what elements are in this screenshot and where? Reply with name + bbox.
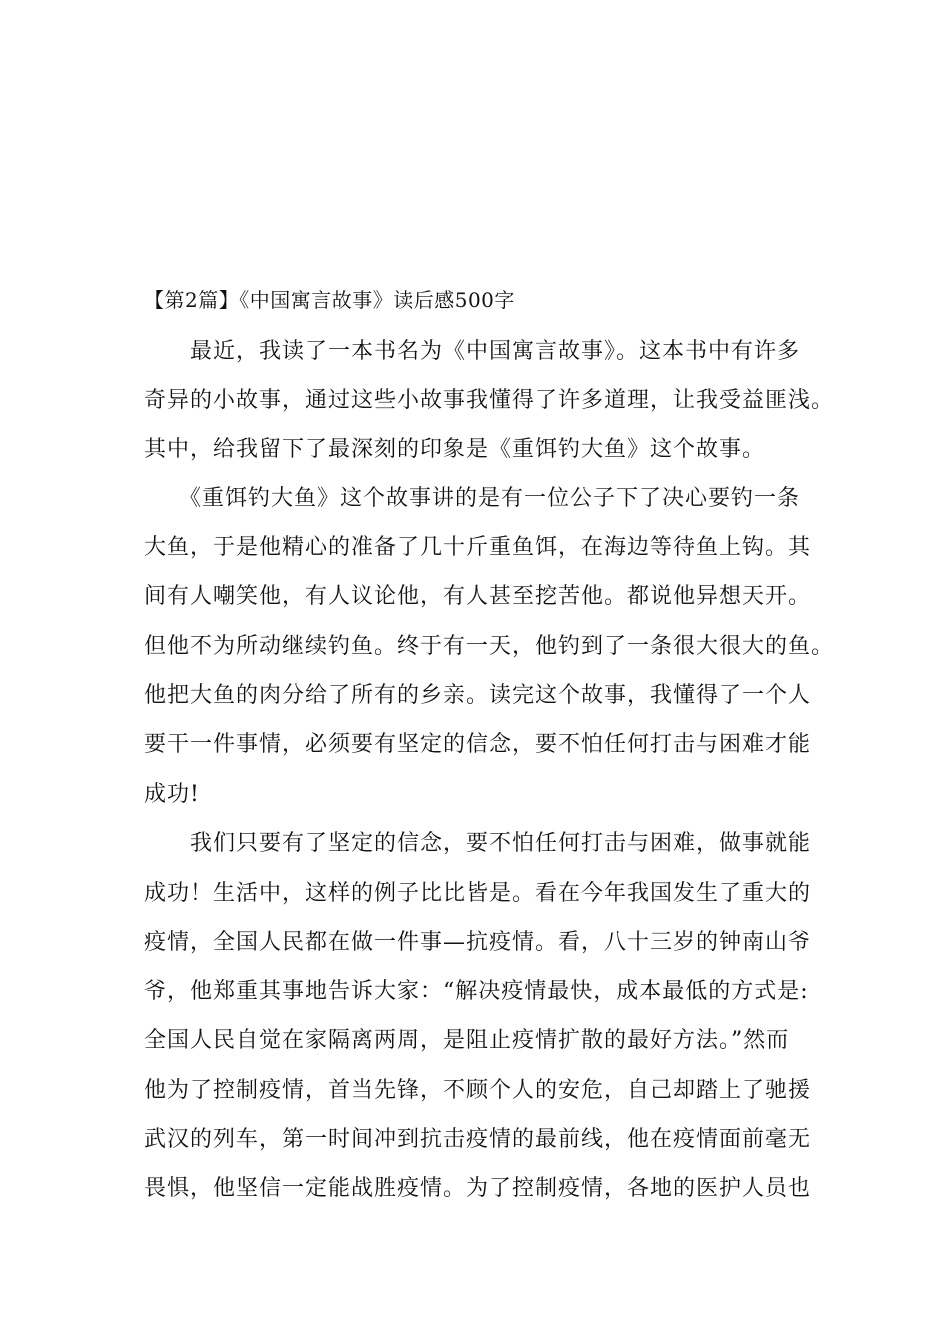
text-line: 全国人民自觉在家隔离两周，是阻止疫情扩散的最好方法。”然而	[144, 1028, 790, 1053]
text-line: 武汉的列车，第一时间冲到抗击疫情的最前线，他在疫情面前毫无	[144, 1127, 812, 1152]
document-title: 【第2篇】《中国寓言故事》读后感500字	[144, 288, 515, 312]
text-line: 要干一件事情，必须要有坚定的信念，要不怕任何打击与困难才能	[144, 732, 812, 757]
text-line: 疫情，全国人民都在做一件事—抗疫情。看，八十三岁的钟南山爷	[144, 930, 812, 955]
text-line: 但他不为所动继续钓鱼。终于有一天，他钓到了一条很大很大的鱼。	[144, 634, 835, 659]
text-line: 间有人嘲笑他，有人议论他，有人甚至挖苦他。都说他异想天开。	[144, 584, 812, 609]
text-line: 他把大鱼的肉分给了所有的乡亲。读完这个故事，我懂得了一个人	[144, 683, 812, 708]
text-line: 其中，给我留下了最深刻的印象是《重饵钓大鱼》这个故事。	[144, 437, 766, 462]
text-line: 畏惧，他坚信一定能战胜疫情。为了控制疫情，各地的医护人员也	[144, 1176, 812, 1201]
text-line: 爷，他郑重其事地告诉大家：“解决疫情最快，成本最低的方式是:	[144, 979, 809, 1004]
text-line: 成功！生活中，这样的例子比比皆是。看在今年我国发生了重大的	[144, 881, 812, 906]
text-line: 《重饵钓大鱼》这个故事讲的是有一位公子下了决心要钓一条	[144, 486, 801, 511]
text-line: 奇异的小故事，通过这些小故事我懂得了许多道理，让我受益匪浅。	[144, 388, 835, 413]
text-line: 成功!	[144, 782, 200, 807]
text-line: 最近，我读了一本书名为《中国寓言故事》。这本书中有许多	[144, 339, 801, 364]
text-line: 大鱼，于是他精心的准备了几十斤重鱼饵，在海边等待鱼上钩。其	[144, 535, 812, 560]
text-line: 我们只要有了坚定的信念，要不怕任何打击与困难，做事就能	[144, 831, 812, 856]
text-line: 他为了控制疫情，首当先锋，不顾个人的安危，自己却踏上了驰援	[144, 1078, 812, 1103]
